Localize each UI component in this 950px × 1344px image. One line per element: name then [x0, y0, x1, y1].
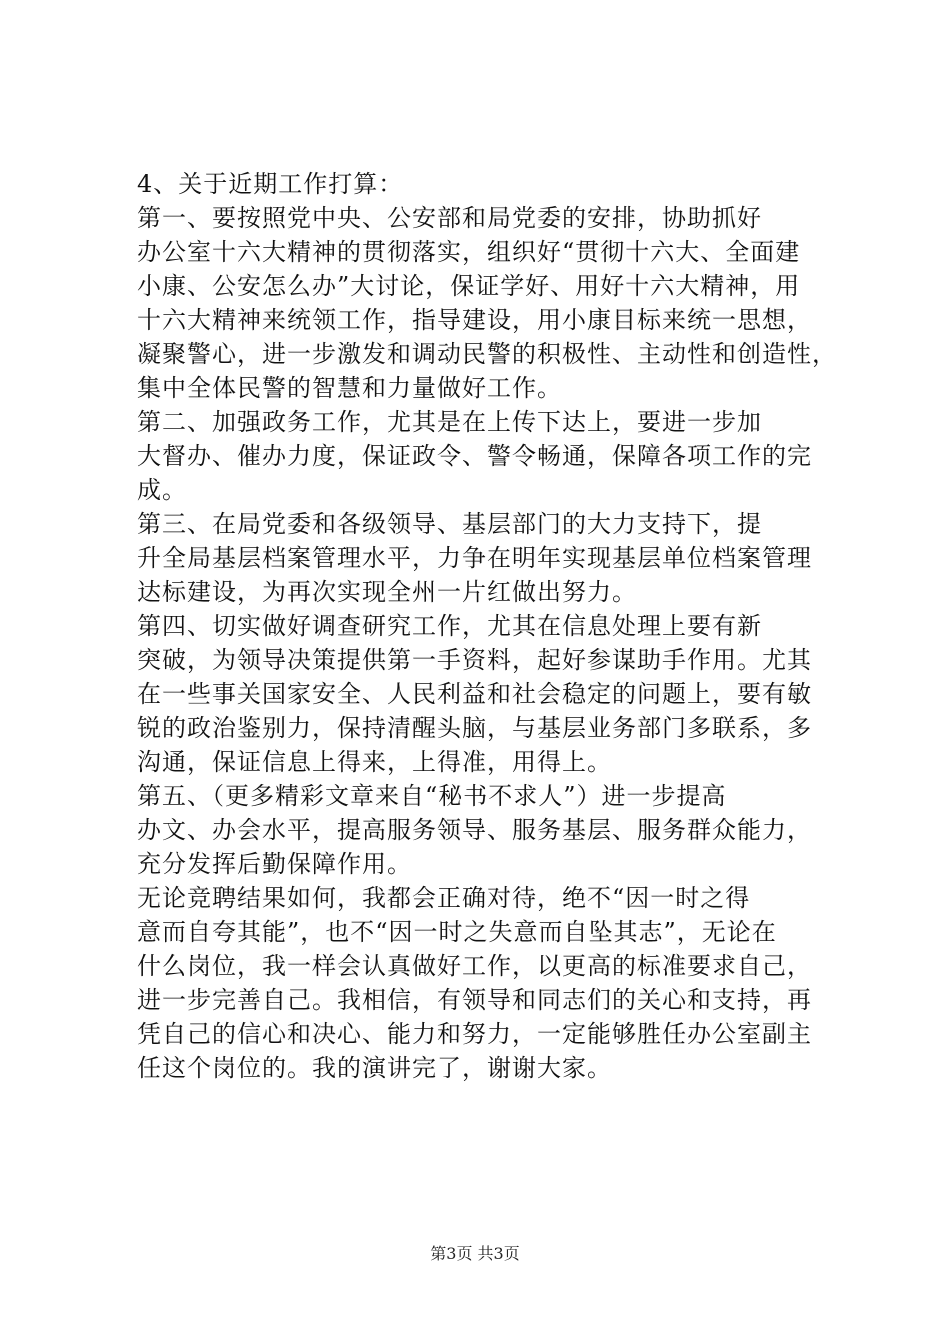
- text-line: 办公室十六大精神的贯彻落实，组织好“贯彻十六大、全面建: [137, 238, 801, 266]
- text-line: 进一步完善自己。我相信，有领导和同志们的关心和支持，再: [137, 986, 812, 1014]
- text-line: 第二、加强政务工作，尤其是在上传下达上，要进一步加: [137, 408, 762, 436]
- text-line: 4、关于近期工作打算：: [137, 170, 404, 198]
- text-line: 任这个岗位的。我的演讲完了，谢谢大家。: [137, 1054, 612, 1082]
- text-line: 集中全体民警的智慧和力量做好工作。: [137, 374, 562, 402]
- text-line: 充分发挥后勤保障作用。: [137, 850, 412, 878]
- text-line: 大督办、催办力度，保证政令、警令畅通，保障各项工作的完: [137, 442, 812, 470]
- text-line: 无论竞聘结果如何，我都会正确对待，绝不“因一时之得: [137, 884, 751, 912]
- text-line: 十六大精神来统领工作，指导建设，用小康目标来统一思想，: [137, 306, 812, 334]
- text-line: 沟通，保证信息上得来，上得准，用得上。: [137, 748, 612, 776]
- text-line: 什么岗位，我一样会认真做好工作，以更高的标准要求自己，: [137, 952, 812, 980]
- text-line: 小康、公安怎么办”大讨论，保证学好、用好十六大精神，用: [137, 272, 801, 300]
- text-line: 第三、在局党委和各级领导、基层部门的大力支持下，提: [137, 510, 762, 538]
- text-line: 凭自己的信心和决心、能力和努力，一定能够胜任办公室副主: [137, 1020, 812, 1048]
- text-line: 办文、办会水平，提高服务领导、服务基层、服务群众能力，: [137, 816, 812, 844]
- text-line: 升全局基层档案管理水平，力争在明年实现基层单位档案管理: [137, 544, 812, 572]
- text-line: 达标建设，为再次实现全州一片红做出努力。: [137, 578, 637, 606]
- text-line: 凝聚警心，进一步激发和调动民警的积极性、主动性和创造性，: [137, 340, 837, 368]
- text-line: 突破，为领导决策提供第一手资料，起好参谋助手作用。尤其: [137, 646, 812, 674]
- page-footer: 第3页 共3页: [430, 1244, 520, 1263]
- text-line: 意而自夸其能”，也不“因一时之失意而自坠其志”，无论在: [137, 918, 777, 946]
- text-line: 锐的政治鉴别力，保持清醒头脑，与基层业务部门多联系，多: [137, 714, 812, 742]
- text-line: 在一些事关国家安全、人民利益和社会稳定的问题上，要有敏: [137, 680, 812, 708]
- text-line: 第一、要按照党中央、公安部和局党委的安排，协助抓好: [137, 204, 762, 232]
- text-line: 成。: [137, 476, 187, 504]
- text-line: 第五、（更多精彩文章来自“秘书不求人”）进一步提高: [137, 782, 727, 810]
- text-line: 第四、切实做好调查研究工作，尤其在信息处理上要有新: [137, 612, 762, 640]
